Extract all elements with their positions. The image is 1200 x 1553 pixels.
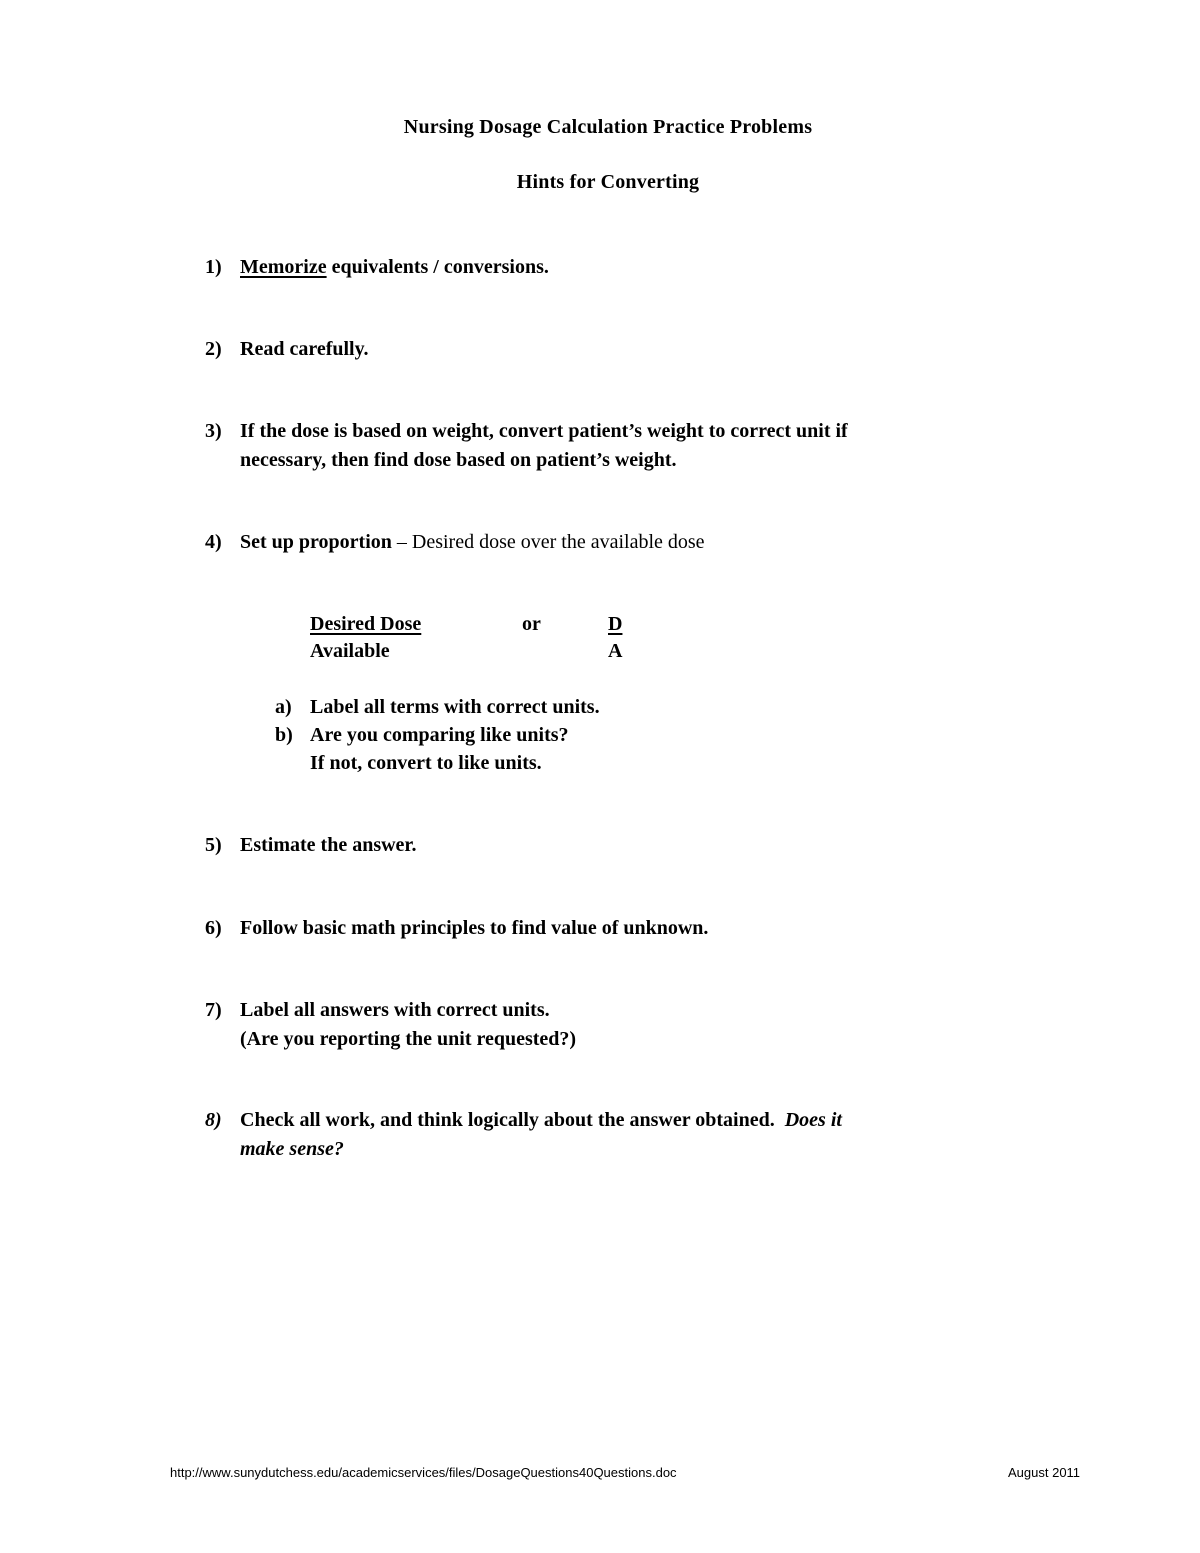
- item-number: 4): [205, 531, 222, 553]
- sub-item-text: Label all terms with correct units.: [310, 696, 600, 718]
- item-number: 1): [205, 256, 222, 278]
- item-number: 3): [205, 420, 222, 442]
- item-rest-text: – Desired dose over the available dose: [391, 531, 705, 553]
- item-line-2: necessary, then find dose based on patient’s weight.: [240, 449, 677, 471]
- item-number: 6): [205, 917, 222, 939]
- page-title: Nursing Dosage Calculation Practice Problems: [403, 116, 813, 138]
- item-line-1: If the dose is based on weight, convert patient’s weight to correct unit if: [240, 420, 848, 442]
- item-underlined-text: Memorize: [240, 256, 327, 278]
- item-rest-text: equivalents / conversions.: [326, 256, 549, 278]
- item-text: [240, 1106, 1040, 1164]
- proportion-denominator: Available: [310, 640, 390, 662]
- footer-url: http://www.sunydutchess.edu/academicservices/files/DosageQuestions40Questions.doc: [170, 1465, 677, 1480]
- item-text: Follow basic math principles to find value of unknown.: [240, 917, 709, 939]
- list-item-7: [205, 996, 1035, 1056]
- proportion-numerator: Desired Dose: [310, 613, 422, 635]
- sub-item-letter: a): [275, 696, 292, 718]
- item-number: 2): [205, 338, 222, 360]
- list-item-3: [205, 417, 1035, 477]
- list-item-8: [205, 1106, 1035, 1166]
- item-number: 8): [205, 1109, 222, 1131]
- proportion-short-denominator: A: [608, 640, 623, 662]
- item-number: 5): [205, 834, 222, 856]
- item-bold-text: Set up proportion: [240, 531, 392, 553]
- item-text: [240, 996, 1040, 1054]
- proportion-long-form: [310, 611, 421, 665]
- item-text: [240, 528, 1040, 557]
- item-line-1: Check all work, and think logically about the answer obtained.: [240, 1109, 775, 1131]
- sub-item-line-2: If not, convert to like units.: [310, 752, 542, 774]
- item-line-1: Label all answers with correct units.: [240, 999, 550, 1021]
- item-number: 7): [205, 999, 222, 1021]
- sub-item-letter: b): [275, 724, 293, 746]
- item-line-2: (Are you reporting the unit requested?): [240, 1028, 577, 1050]
- item-text: Estimate the answer.: [240, 834, 417, 856]
- sub-item-text: [310, 721, 1030, 777]
- proportion-or: or: [522, 613, 541, 635]
- page-subtitle: Hints for Converting: [516, 171, 700, 193]
- sub-item-b: [275, 721, 1035, 777]
- sub-item-line-1: Are you comparing like units?: [310, 724, 569, 746]
- item-text: [240, 417, 1040, 475]
- item-text: Read carefully.: [240, 338, 369, 360]
- item-italic-1: Does it: [784, 1109, 842, 1131]
- footer-date: August 2011: [1008, 1465, 1081, 1480]
- item-italic-2: make sense?: [240, 1138, 344, 1160]
- proportion-short-numerator: D: [608, 613, 623, 635]
- item-text: [240, 253, 1040, 282]
- proportion-short-form: [608, 611, 622, 665]
